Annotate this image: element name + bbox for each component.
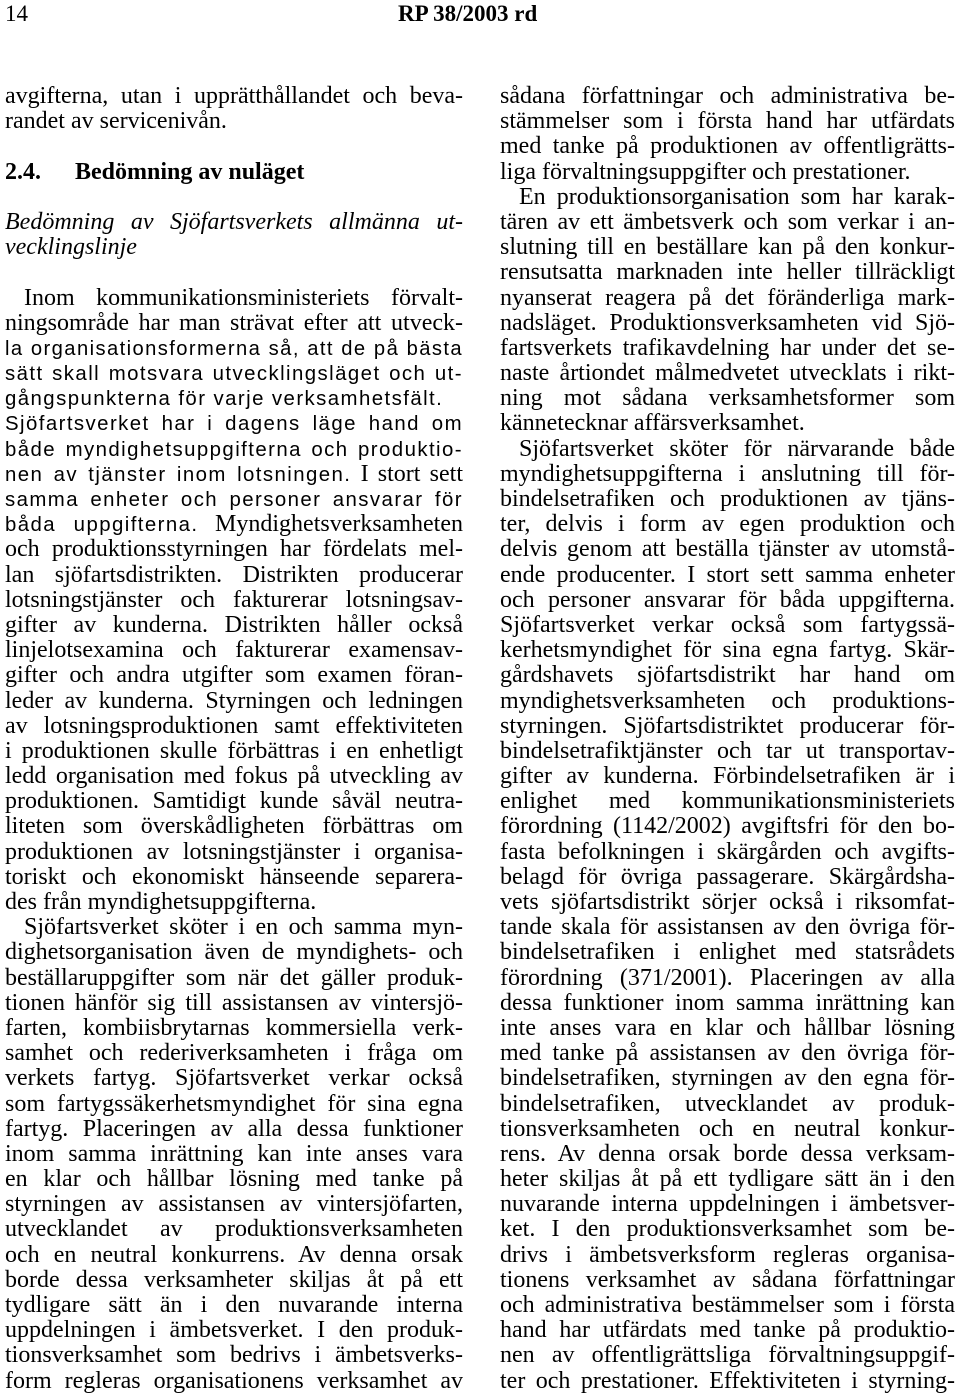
line-text: båda uppgifterna. [5,514,199,537]
text-line [5,235,463,260]
text-line [500,462,955,487]
text-line [5,1041,463,1066]
text-line [500,1268,955,1293]
line-text: inom samma inrättning kan inte anses vara [5,1140,463,1167]
text-line [5,1066,463,1091]
text-line [500,1167,955,1192]
line-text: linjelotsexamina och fakturerar examensav- [5,637,463,664]
line-text: delvis genom att beställa tjänster av utomstå- [500,536,955,563]
text-line [500,134,955,159]
subheading [5,210,463,260]
text-line [500,915,955,940]
text-line [500,160,955,185]
line-text: som fartygssäkerhetsmyndighet för sina egna [5,1090,463,1117]
page-number: 14 [5,1,28,26]
text-line [5,411,463,436]
line-text: heter skiljas åt på ett tydligare sätt än i den [500,1166,955,1193]
section-title: Bedömning av nuläget [75,158,305,185]
line-text: och personer ansvarar för båda uppgifterna. [500,586,955,613]
line-text: hand har utfärdats med tanke på produktio- [500,1317,955,1344]
line-text: med tanke på produktionen av offentligrätts- [500,133,955,160]
line-text: slutning till en beställare kan på den konkur- [500,234,955,261]
line-text: gångspunkterna för varje verksamhetsfält. [5,388,444,411]
text-line [500,1016,955,1041]
text-line [5,109,463,134]
line-text: drivs i ämbetsverksform regleras organisa- [500,1241,955,1268]
line-text: liga förvaltningsuppgifter och prestationer. [500,158,911,185]
text-line [500,1369,955,1394]
document-id: RP 38/2003 rd [398,1,538,26]
line-text: toriskt och ekonomiskt hänseende separera- [5,863,463,890]
line-text: ter och prestationer. Effektiviteten i styrning- [500,1367,955,1394]
line-text: I stort sett [351,460,463,487]
blank-line [5,185,463,210]
line-text: gifter och andra utgifter som examen föran- [5,662,463,689]
line-text: fartsverkets trafikavdelning har under det se- [500,334,955,361]
line-text: och en neutral konkurrens. Av denna orsak [5,1241,463,1268]
line-text: styrningen. Sjöfartsdistriktet producerar för- [500,712,955,739]
text-line [500,991,955,1016]
line-text: borde dessa verksamheter skiljas åt på ett [5,1266,463,1293]
text-line [500,336,955,361]
paragraph [5,411,463,915]
line-text: liteten som överskådligheten förbättras om [5,813,463,840]
line-text: bindelsetrafiken och produktionen av tjäns- [500,486,955,512]
text-line [5,840,463,865]
line-text: En produktionsorganisation som har karak- [519,183,955,210]
text-line [5,311,463,336]
line-text: en klar och hållbar lösning med tanke på [5,1166,463,1193]
text-line [500,361,955,386]
line-text: ket. I den produktionsverksamhet som be- [500,1216,955,1243]
text-line [5,563,463,588]
line-text: ledd organisation med fokus på utveckling av [5,763,463,790]
text-line [500,814,955,839]
text-line [5,1167,463,1192]
text-line [5,588,463,613]
line-text: la organisationsformerna så, att de på bästa [5,337,463,360]
text-line [5,940,463,965]
page-header [0,0,960,28]
line-text: nadsläget. Produktionsverksamheten vid Sjö- [500,309,955,336]
line-text: tionen hänför sig till assistansen av vintersjö- [5,989,463,1016]
line-text: ter, delvis i form av egen produktion och [500,511,955,538]
line-text: belagd för övriga passagerare. Skärgårdsha- [500,863,955,890]
text-line [500,487,955,512]
text-line [5,1092,463,1117]
text-line [500,840,955,865]
line-text: stämmelser som i första hand har utfärdats [500,108,955,135]
text-line [500,663,955,688]
line-text: Sjöfartsverket verkar också som fartygssä- [500,611,955,638]
text-line [500,739,955,764]
text-line [5,764,463,789]
line-text: Sjöfartsverket sköter i en och samma myn- [24,914,463,941]
text-line [5,336,463,361]
line-text: lotsningstjänster och fakturerar lotsningsav- [5,586,463,613]
line-text: tären av ett ämbetsverk och som verkar i an- [500,208,955,235]
text-line [500,84,955,109]
line-text: ning mot sådana verksamhetsformer som [500,385,955,412]
text-line [500,1293,955,1318]
text-line [5,714,463,739]
text-line [5,638,463,663]
text-line [5,1192,463,1217]
line-text: av lotsningsproduktionen samt effektiviteten [5,712,463,739]
text-line [5,890,463,915]
text-line [500,689,955,714]
continued-paragraph [500,84,955,185]
text-line [5,487,463,512]
text-line [500,764,955,789]
line-text: leder av kunderna. Styrningen och ledningen [5,687,463,714]
line-text: produktionen. Samtidigt kunde såväl neutra- [5,788,463,815]
left-column [5,84,463,1394]
line-text: verkets fartyg. Sjöfartsverket verkar också [5,1065,463,1092]
section-heading [5,160,463,185]
line-text: tydligare sätt än i den nuvarande interna [5,1292,463,1318]
line-text: kännetecknar affärsverksamhet. [500,410,805,437]
text-line [500,1117,955,1142]
line-text: bindelsetrafiken, utvecklandet av produk- [500,1090,955,1117]
line-text: vets sjöfartsdistrikt sörjer också i riksomfat- [500,889,955,915]
text-line [500,1041,955,1066]
line-text: rensutsatta marknaden inte heller tillräckligt [500,259,955,286]
line-text: nen av offentligrättsliga förvaltningsuppgif- [500,1342,955,1369]
line-text: utvecklandet av produktionsverksamheten [5,1216,463,1243]
paragraph [5,915,463,1394]
text-line [5,689,463,714]
text-line [500,109,955,134]
section-number: 2.4. [5,158,41,185]
line-text: sätt skall motsvara utvecklingsläget och ut- [5,363,463,386]
line-text: form regleras organisationens verksamhet av [5,1367,463,1394]
line-text: uppdelningen i ämbetsverket. I den produk- [5,1317,463,1344]
text-line [500,185,955,210]
text-line [5,1318,463,1343]
line-text: beställaruppgifter som när det gäller produk- [5,964,463,991]
continued-paragraph [5,84,463,134]
text-line [500,1318,955,1343]
text-line [5,84,463,109]
line-text: nyanserat reagera på det föränderliga mark- [500,284,955,311]
line-text: gifter av kunderna. Förbindelsetrafiken är i [500,763,955,790]
right-column [500,84,955,1394]
text-line [500,286,955,311]
line-text: myndighetsuppgifterna i anslutning till för- [500,460,955,487]
line-text: ningsområde har man strävat efter att utveck- [5,309,463,336]
line-text: Inom kommunikationsministeriets förvalt- [24,284,463,311]
text-line [500,512,955,537]
text-line [5,462,463,487]
paragraph [500,185,955,437]
text-line [5,1016,463,1041]
blank-line [5,260,463,285]
line-text: produktionen av lotsningstjänster i organisa- [5,838,463,865]
text-line [5,1268,463,1293]
text-line [500,235,955,260]
text-line [500,638,955,663]
text-line [5,865,463,890]
text-line [500,311,955,336]
text-line [5,1142,463,1167]
text-line [5,739,463,764]
text-line [5,1343,463,1368]
line-text: styrningen av assistansen av vintersjöfarten, [5,1191,463,1218]
line-text: Sjöfartsverket sköter för närvarande både [519,435,955,462]
text-line [5,663,463,688]
line-text: och administrativa bestämmelser som i första [500,1292,955,1318]
line-text: des från myndighetsuppgifterna. [5,889,317,915]
line-text: dighetsorganisation även de myndighets- och [5,939,463,966]
text-line [5,512,463,537]
text-line [5,386,463,411]
line-text: tionens verksamhet av sådana författningar [500,1266,955,1293]
line-text: Myndighetsverksamheten [198,511,463,538]
text-line [500,613,955,638]
text-line [500,1142,955,1167]
line-text: bindelsetrafiken i enlighet med statsrådets [500,939,955,966]
text-line [5,814,463,839]
line-text: förordning (1142/2002) avgiftsfri för den bo- [500,813,955,840]
line-text: myndighetsverksamheten och produktions- [500,687,955,714]
line-text: ende producenter. I stort sett samma enheter [500,561,955,588]
text-line [500,1243,955,1268]
line-text: inte anses vara en klar och hållbar lösning [500,1014,955,1041]
text-line [5,210,463,235]
text-line [500,966,955,991]
line-text: tionsverksamhet som bedrivs i ämbetsverks- [5,1342,463,1369]
line-text: och produktionsstyrningen har fördelats mel- [5,536,463,563]
line-text: med tanke på assistansen av den övriga för- [500,1040,955,1067]
text-line [500,714,955,739]
line-text: naste årtiondet målmedvetet utvecklats i rikt- [500,360,955,387]
line-text: nuvarande interna uppdelningen i ämbetsver- [500,1191,955,1218]
paragraph [5,286,463,412]
line-text: nen av tjänster inom lotsningen. [5,463,352,486]
line-text: fasta befolkningen i skärgården och avgifts- [500,838,955,865]
line-text: fartyg. Placeringen av alla dessa funktioner [5,1115,463,1142]
text-line [5,991,463,1016]
text-line [500,1092,955,1117]
line-text: Sjöfartsverket har i dagens läge hand om [5,413,463,436]
text-line [5,915,463,940]
line-text: tande skala för assistansen av den övriga för- [500,914,955,941]
text-line [500,588,955,613]
text-line [500,1343,955,1368]
text-line [5,1243,463,1268]
line-text: randet av servicenivån. [5,108,227,135]
text-line [5,361,463,386]
text-line [5,437,463,462]
text-line [500,563,955,588]
blank-line [5,134,463,159]
line-text: enlighet med kommunikationsministeriets [500,788,955,815]
line-text: i produktionen skulle förbättras i en enhetligt [5,737,463,764]
line-text: sådana författningar och administrativa be- [500,83,955,109]
text-line [500,1192,955,1217]
text-line [500,940,955,965]
text-line [5,286,463,311]
text-line [5,537,463,562]
line-text: tionsverksamheten och en neutral konkur- [500,1115,955,1142]
text-line [500,386,955,411]
paragraph [500,437,955,1394]
text-line [500,789,955,814]
line-text: gifter av kunderna. Distrikten håller också [5,611,463,638]
text-line [5,1293,463,1318]
text-line [500,865,955,890]
text-line [5,613,463,638]
text-line [500,260,955,285]
line-text: kerhetsmyndighet för sina egna fartyg. Skär- [500,637,955,664]
line-text: lan sjöfartsdistrikten. Distrikten producerar [5,561,463,588]
line-text: dessa funktioner inom samma inrättning kan [500,989,955,1016]
text-line [5,966,463,991]
line-text: bindelsetrafiken, styrningen av den egna för- [500,1065,955,1092]
line-text: samhet och rederiverksamheten i fråga om [5,1040,463,1067]
line-text: samma enheter och personer ansvarar för [5,489,463,511]
text-line [5,789,463,814]
text-line [500,437,955,462]
text-line [5,1117,463,1142]
line-text: rens. Av denna orsak borde dessa verksam- [500,1140,955,1167]
text-line [5,1217,463,1242]
text-line [500,890,955,915]
text-line [5,1369,463,1394]
line-text: förordning (371/2001). Placeringen av alla [500,964,955,991]
line-text: bindelsetrafiktjänster och tar ut transportav- [500,737,955,764]
line-text: avgifterna, utan i upprätthållandet och beva- [5,83,463,109]
line-text: farten, kombiisbrytarnas kommersiella verk- [5,1014,463,1041]
line-text: både myndighetsuppgifterna och produktio- [5,438,463,461]
line-text: Bedömning av Sjöfartsverkets allmänna ut- [5,208,463,235]
line-text: gårdshavets sjöfartsdistrikt har hand om [500,662,955,689]
text-line [500,411,955,436]
text-line [500,1066,955,1091]
line-text: vecklingslinje [5,234,137,261]
text-line [500,537,955,562]
text-line [500,1217,955,1242]
text-line [500,210,955,235]
